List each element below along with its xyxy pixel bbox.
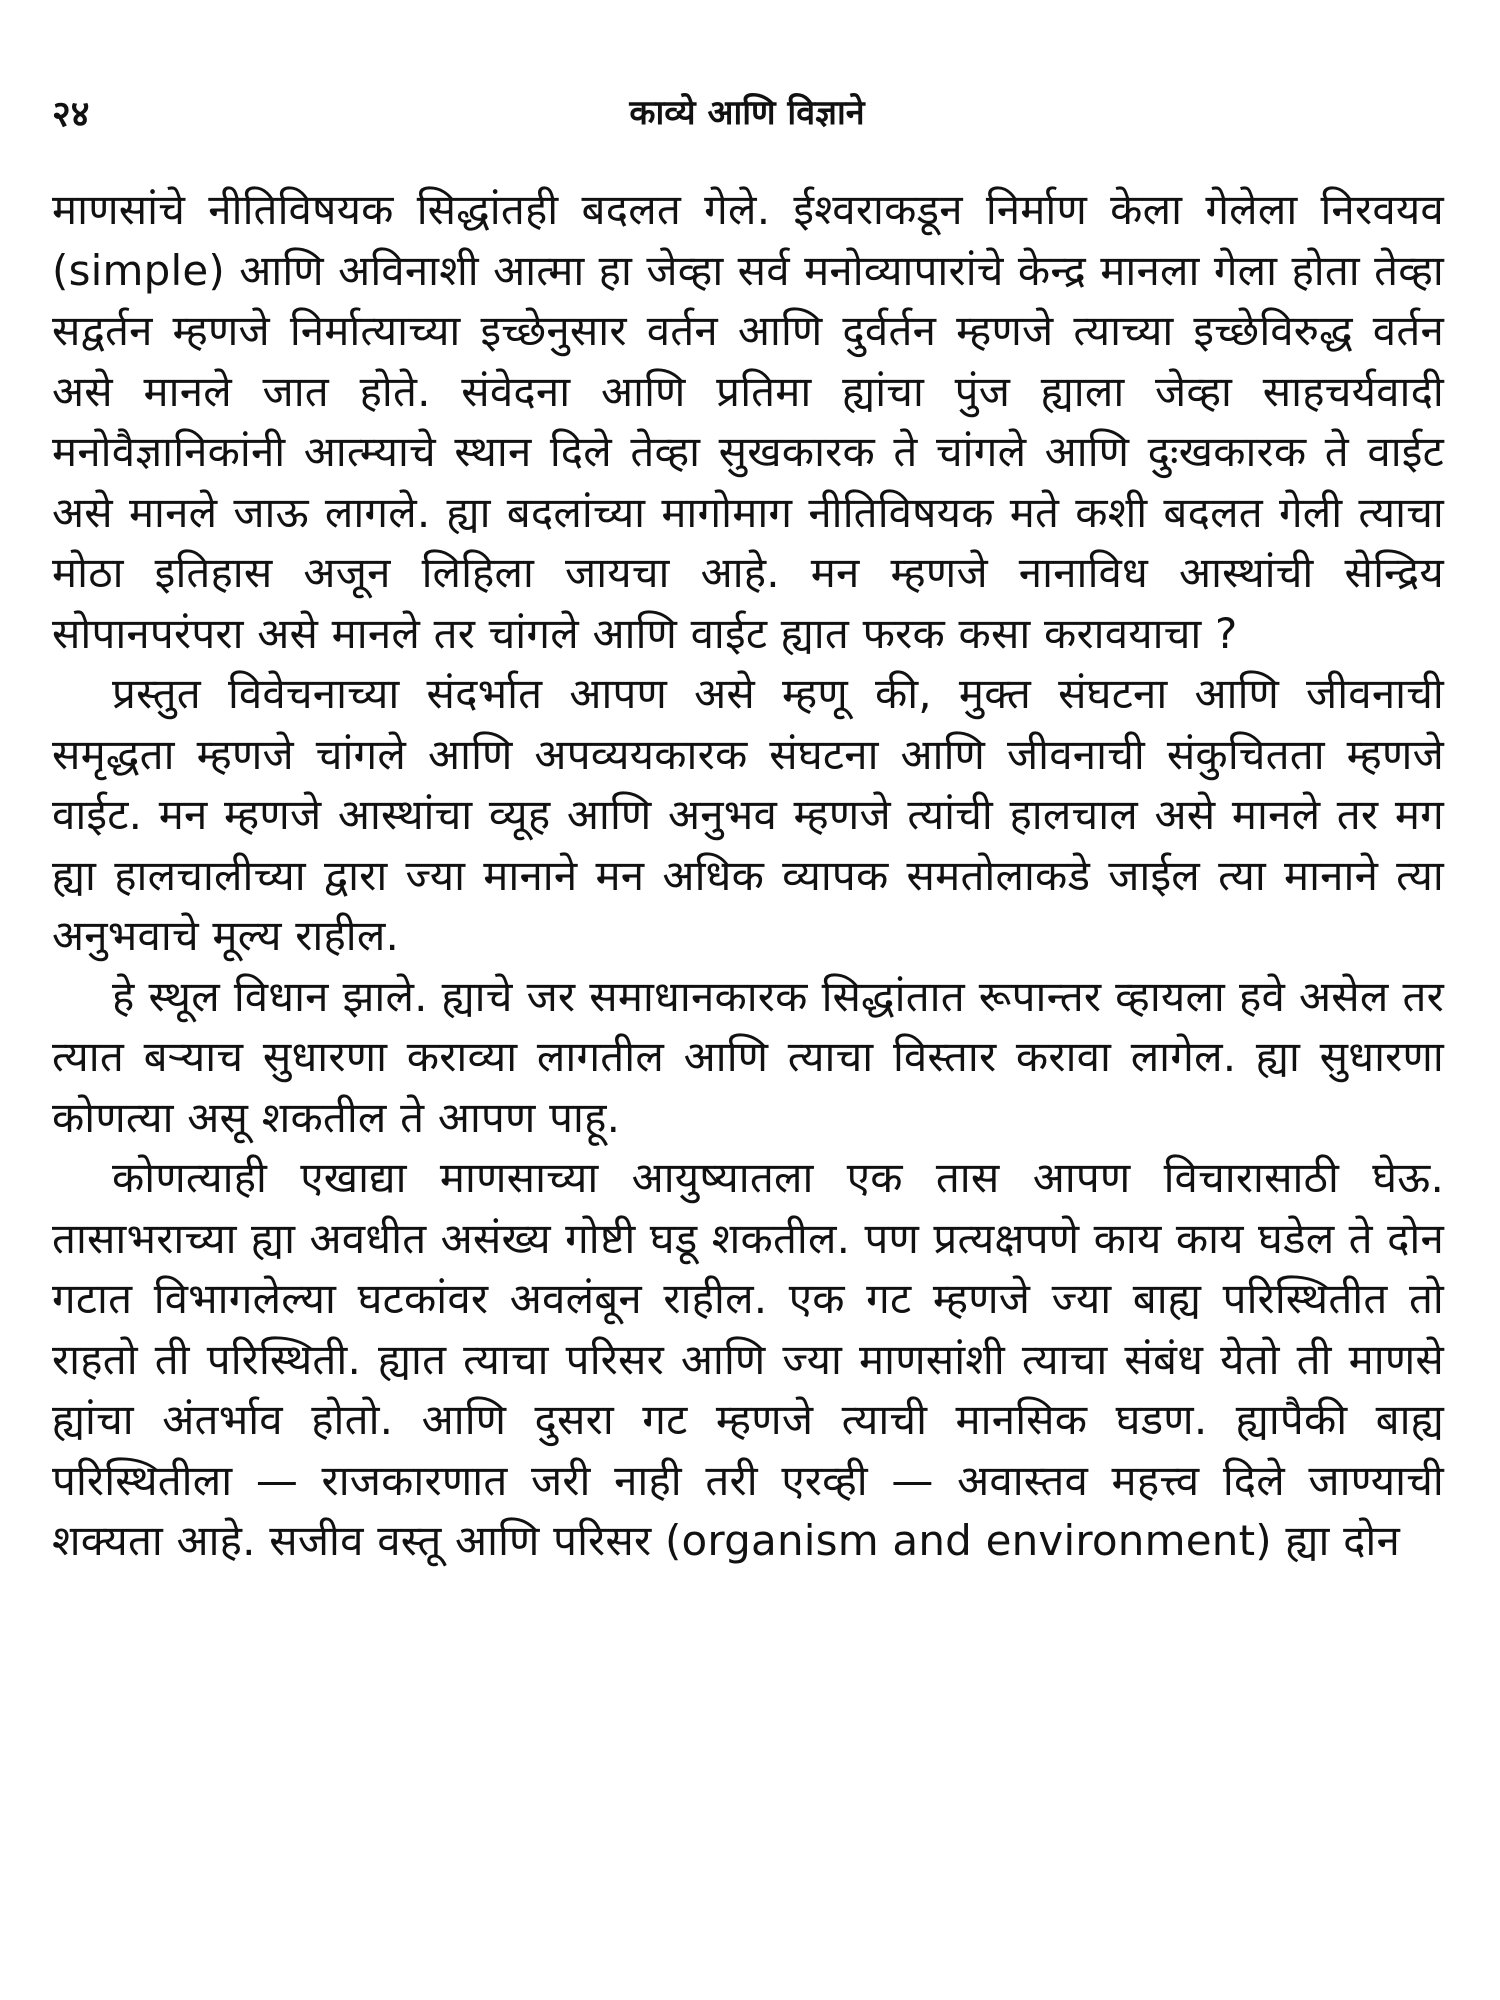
running-title: काव्ये आणि विज्ञाने (629, 93, 865, 133)
paragraph-3: हे स्थूल विधान झाले. ह्याचे जर समाधानकारक सिद्धांतात रूपान्तर व्हायला हवे असेल तर त्यात बऱ्याच सुधारणा कराव्या लागतील आणि त्याचा विस्तार करावा लागेल. ह्या सुधारणा कोणत्या असू शकतील ते आपण पाहू. (52, 971, 1444, 1142)
paragraph-2: प्रस्तुत विवेचनाच्या संदर्भात आपण असे म्हणू की, मुक्त संघटना आणि जीवनाची समृद्धता म्हणजे चांगले आणि अपव्ययकारक संघटना आणि जीवनाची संकुचितता म्हणजे वाईट. मन म्हणजे आस्थांचा व्यूह आणि अनुभव म्हणजे त्यांची हालचाल असे मानले तर मग ह्या हालचालीच्या द्वारा ज्या मानाने मन अधिक व्यापक समतोलाकडे जाईल त्या मानाने त्या अनुभवाचे मूल्य राहील. (52, 669, 1444, 960)
body-text (52, 180, 1444, 1572)
paragraph-1: माणसांचे नीतिविषयक सिद्धांतही बदलत गेले. ईश्वराकडून निर्माण केला गेलेला निरवयव (simple) आणि अविनाशी आत्मा हा जेव्हा सर्व मनोव्यापारांचे केन्द्र मानला गेला होता तेव्हा सद्वर्तन म्हणजे निर्मात्याच्या इच्छेनुसार वर्तन आणि दुर्वर्तन म्हणजे त्याच्या इच्छेविरुद्ध वर्तन असे मानले जात होते. संवेदना आणि प्रतिमा ह्यांचा पुंज ह्याला जेव्हा साहचर्यवादी मनोवैज्ञानिकांनी आत्म्याचे स्थान दिले तेव्हा सुखकारक ते चांगले आणि दुःखकारक ते वाईट असे मानले जाऊ लागले. ह्या बदलांच्या मागोमाग नीतिविषयक मते कशी बदलत गेली त्याचा मोठा इतिहास अजून लिहिला जायचा आहे. मन म्हणजे नानाविध आस्थांची सेन्द्रिय सोपानपरंपरा असे मानले तर चांगले आणि वाईट ह्यात फरक कसा करावयाचा ? (52, 185, 1444, 658)
page-header (52, 88, 1442, 148)
paragraph-4: कोणत्याही एखाद्या माणसाच्या आयुष्यातला एक तास आपण विचारासाठी घेऊ. तासाभराच्या ह्या अवधीत असंख्य गोष्टी घडू शकतील. पण प्रत्यक्षपणे काय काय घडेल ते दोन गटात विभागलेल्या घटकांवर अवलंबून राहील. एक गट म्हणजे ज्या बाह्य परिस्थितीत तो राहतो ती परिस्थिती. ह्यात त्याचा परिसर आणि ज्या माणसांशी त्याचा संबंध येतो ती माणसे ह्यांचा अंतर्भाव होतो. आणि दुसरा गट म्हणजे त्याची मानसिक घडण. ह्यापैकी बाह्य परिस्थितीला — राजकारणात जरी नाही तरी एरव्ही — अवास्तव महत्त्व दिले जाण्याची शक्यता आहे. सजीव वस्तू आणि परिसर (organism and environment) ह्या दोन (52, 1153, 1444, 1565)
page-number: २४ (52, 94, 90, 135)
